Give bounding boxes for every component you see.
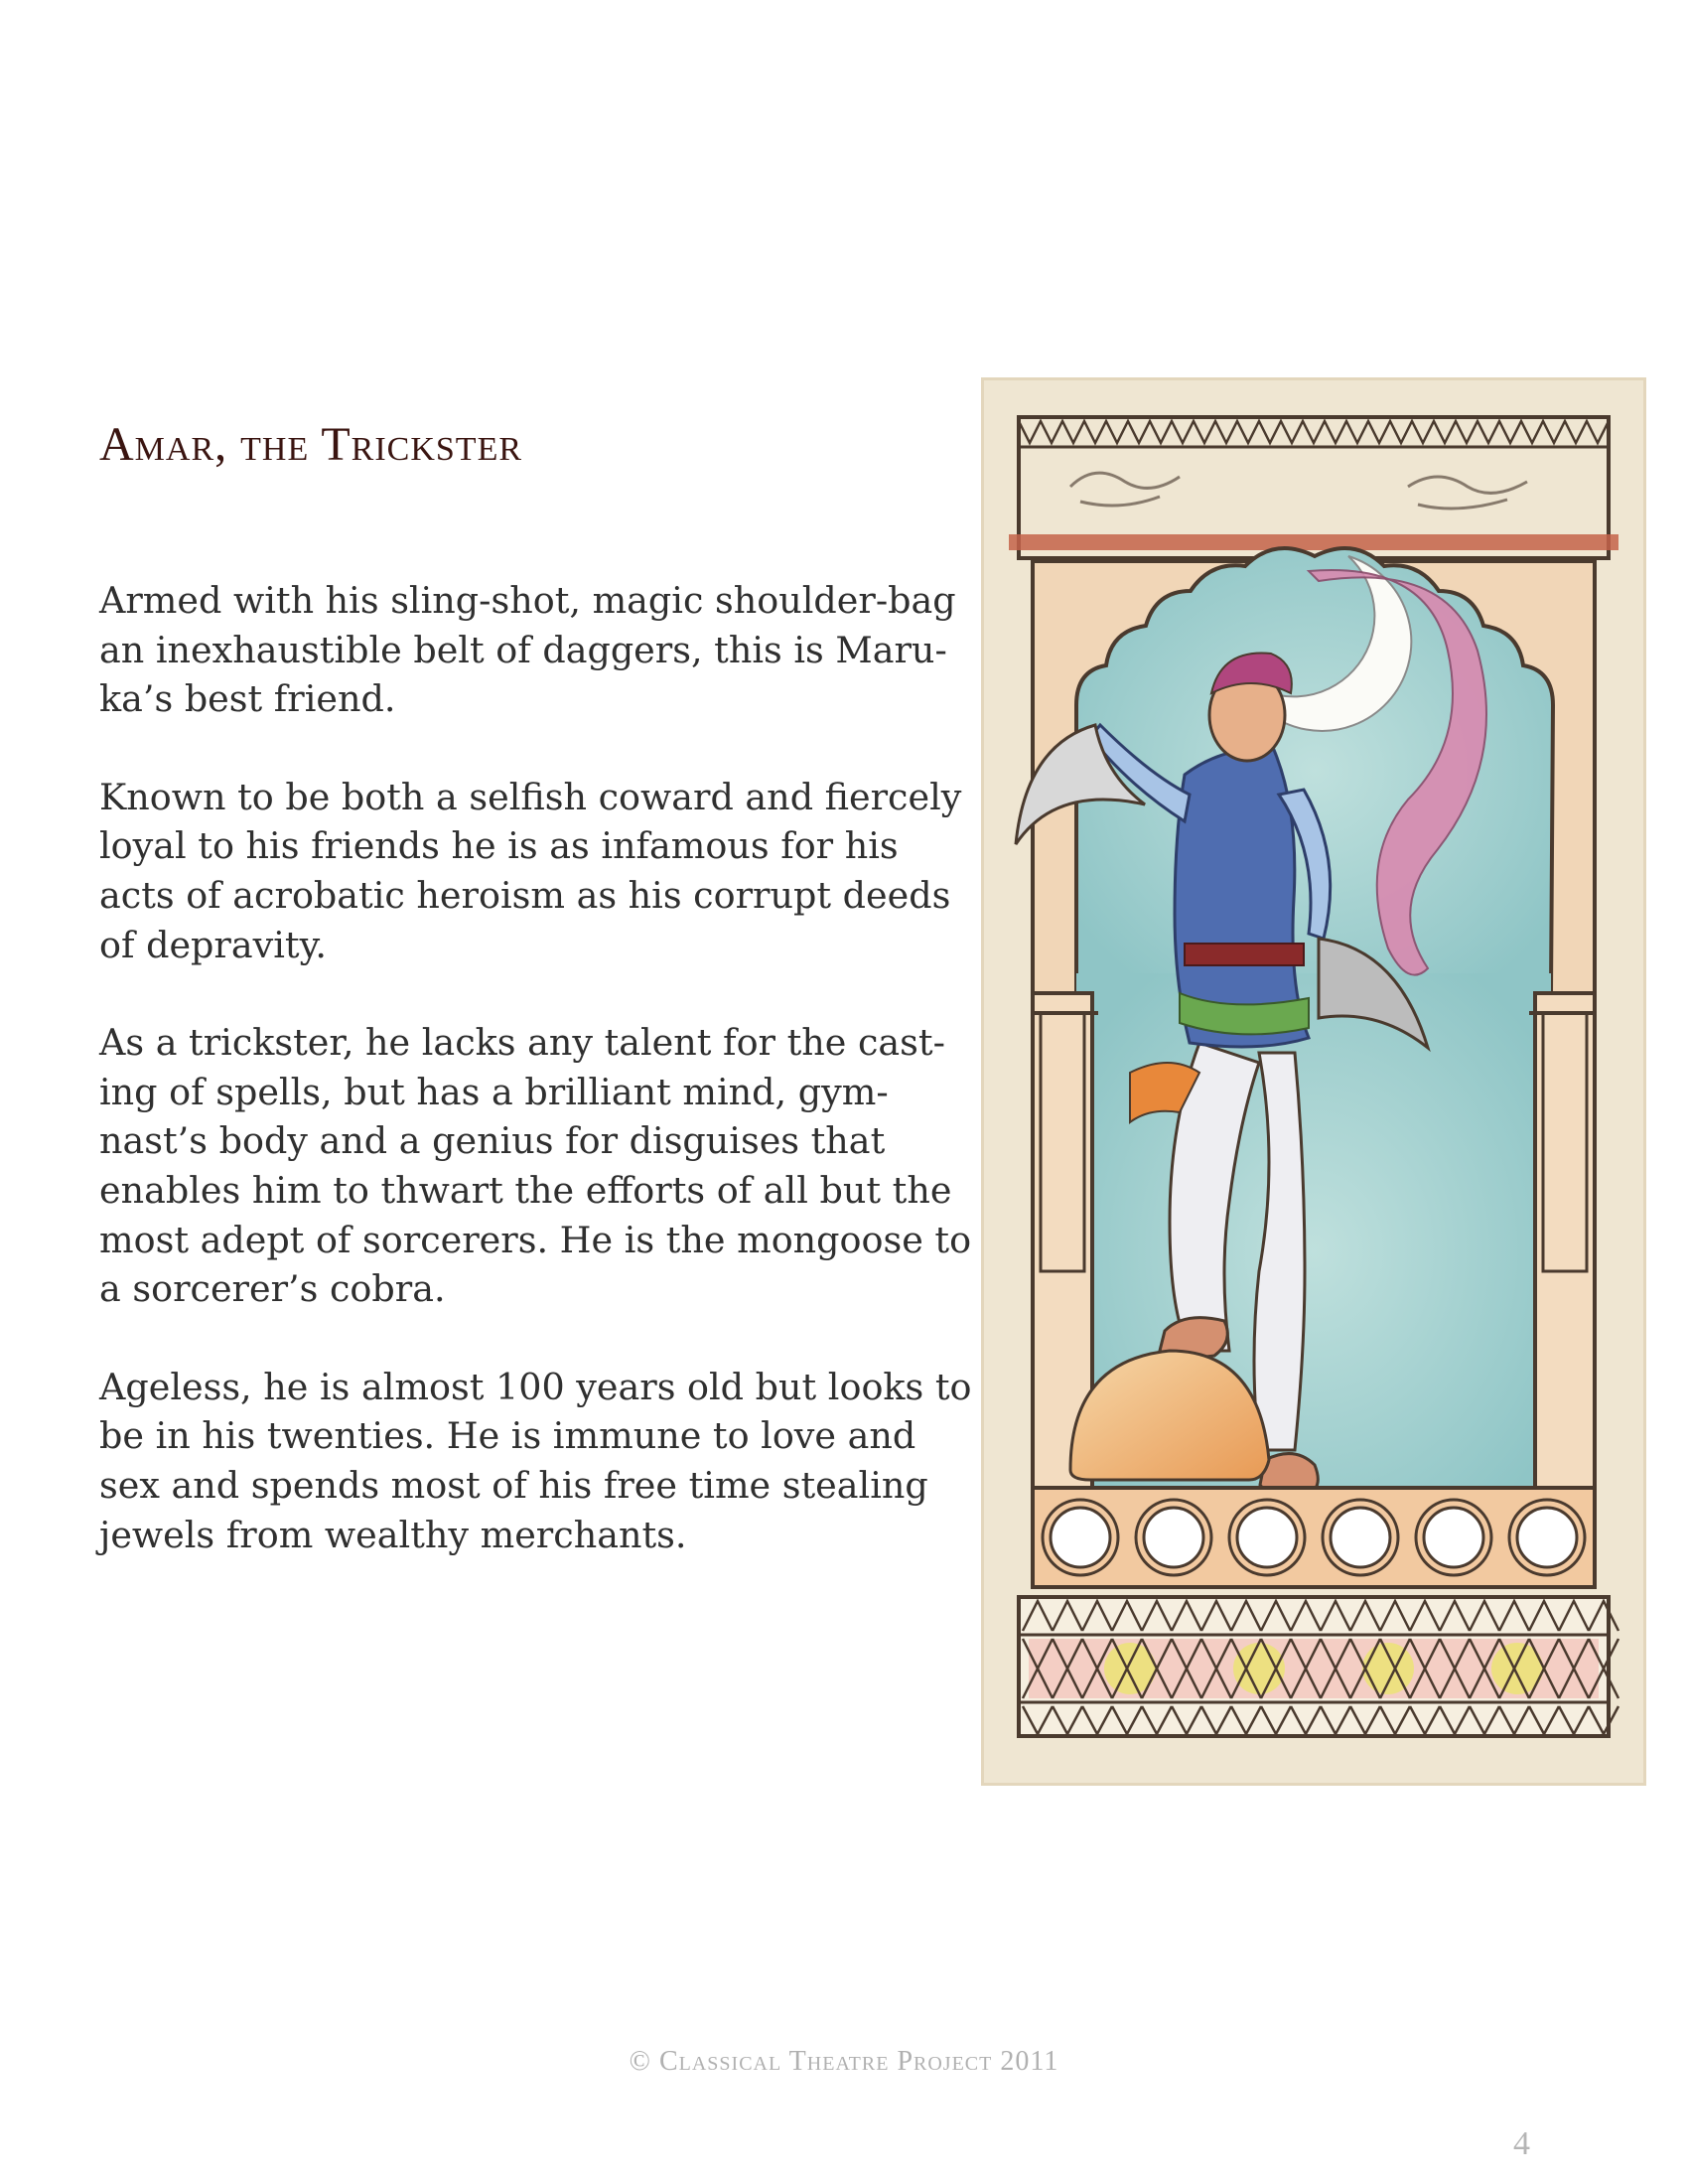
page-title: Amar, the Trickster (99, 418, 523, 471)
footer-copyright: © Classical Theatre Project 2011 (629, 2046, 1059, 2077)
trickster-illustration (981, 377, 1646, 1786)
paragraph-1: Armed with his sling-shot, magic shoulder-bag an inexhaustible belt of daggers, this is Maru-ka’s best friend. (99, 579, 956, 721)
page-number: 4 (1513, 2125, 1530, 2162)
body-text (99, 576, 973, 1608)
paragraph-3: As a trickster, he lacks any talent for the cast-ing of spells, but has a brilliant mind, gym-nast’s body and a genius for disguises that enables him to thwart the efforts of all but the most adept of sorcerers. He is the mongoose to a sorcerer’s cobra. (99, 1021, 972, 1311)
paragraph-2: Known to be both a selfish coward and fiercely loyal to his friends he is as infamous for his acts of acrobatic heroism as his corrupt deeds of depravity. (99, 775, 962, 966)
paragraph-4: Ageless, he is almost 100 years old but looks to be in his twenties. He is immune to love and sex and spends most of his free time stealing jewels from wealthy merchants. (99, 1365, 972, 1556)
